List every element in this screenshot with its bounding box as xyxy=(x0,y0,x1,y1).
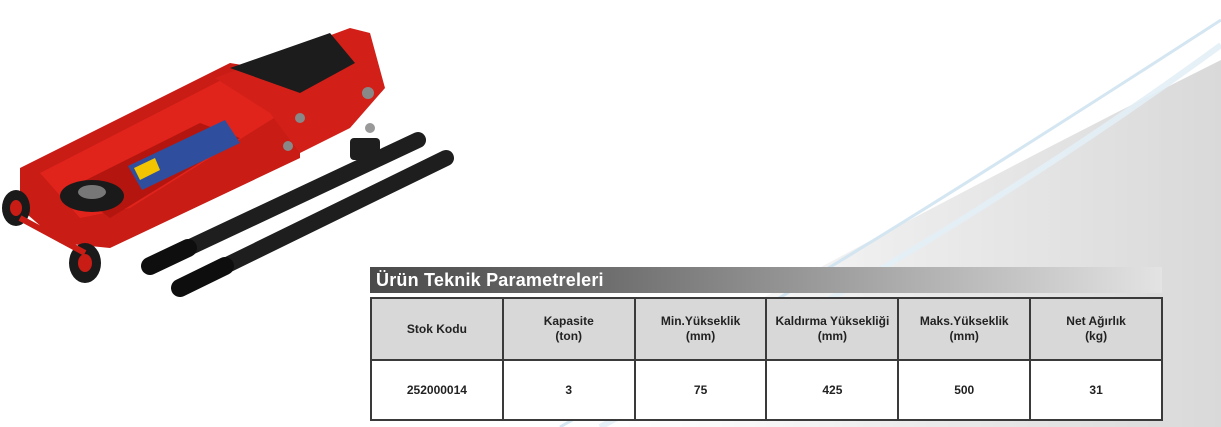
cell-net-weight: 31 xyxy=(1030,360,1162,420)
header-capacity xyxy=(503,298,635,360)
header-net-weight xyxy=(1030,298,1162,360)
header-unit: (mm) xyxy=(685,329,716,343)
header-label: Kapasite xyxy=(543,314,594,328)
spec-table xyxy=(370,297,1163,421)
table-header-row xyxy=(371,298,1162,360)
header-max-height xyxy=(898,298,1030,360)
header-label: Net Ağırlık xyxy=(1066,314,1126,328)
header-unit: (kg) xyxy=(1085,329,1108,343)
header-unit: (mm) xyxy=(949,329,979,343)
section-title: Ürün Teknik Parametreleri xyxy=(376,270,604,290)
header-label: Maks.Yükseklik xyxy=(919,314,1009,328)
header-label: Stok Kodu xyxy=(406,321,467,336)
header-min-height xyxy=(635,298,767,360)
cell-max-height: 500 xyxy=(898,360,1030,420)
table-row xyxy=(371,360,1162,420)
header-lift-height xyxy=(766,298,898,360)
section-title-bar xyxy=(370,267,1162,293)
cell-capacity: 3 xyxy=(503,360,635,420)
cell-min-height: 75 xyxy=(635,360,767,420)
header-label: Min.Yükseklik xyxy=(660,314,741,328)
header-unit: (mm) xyxy=(817,329,848,343)
header-label: Kaldırma Yüksekliği xyxy=(775,314,890,328)
floor-jack-image xyxy=(0,18,470,308)
cell-lift-height: 425 xyxy=(766,360,898,420)
cell-stock-code: 252000014 xyxy=(371,360,503,420)
header-stock-code xyxy=(371,298,503,360)
header-unit: (ton) xyxy=(555,329,583,343)
